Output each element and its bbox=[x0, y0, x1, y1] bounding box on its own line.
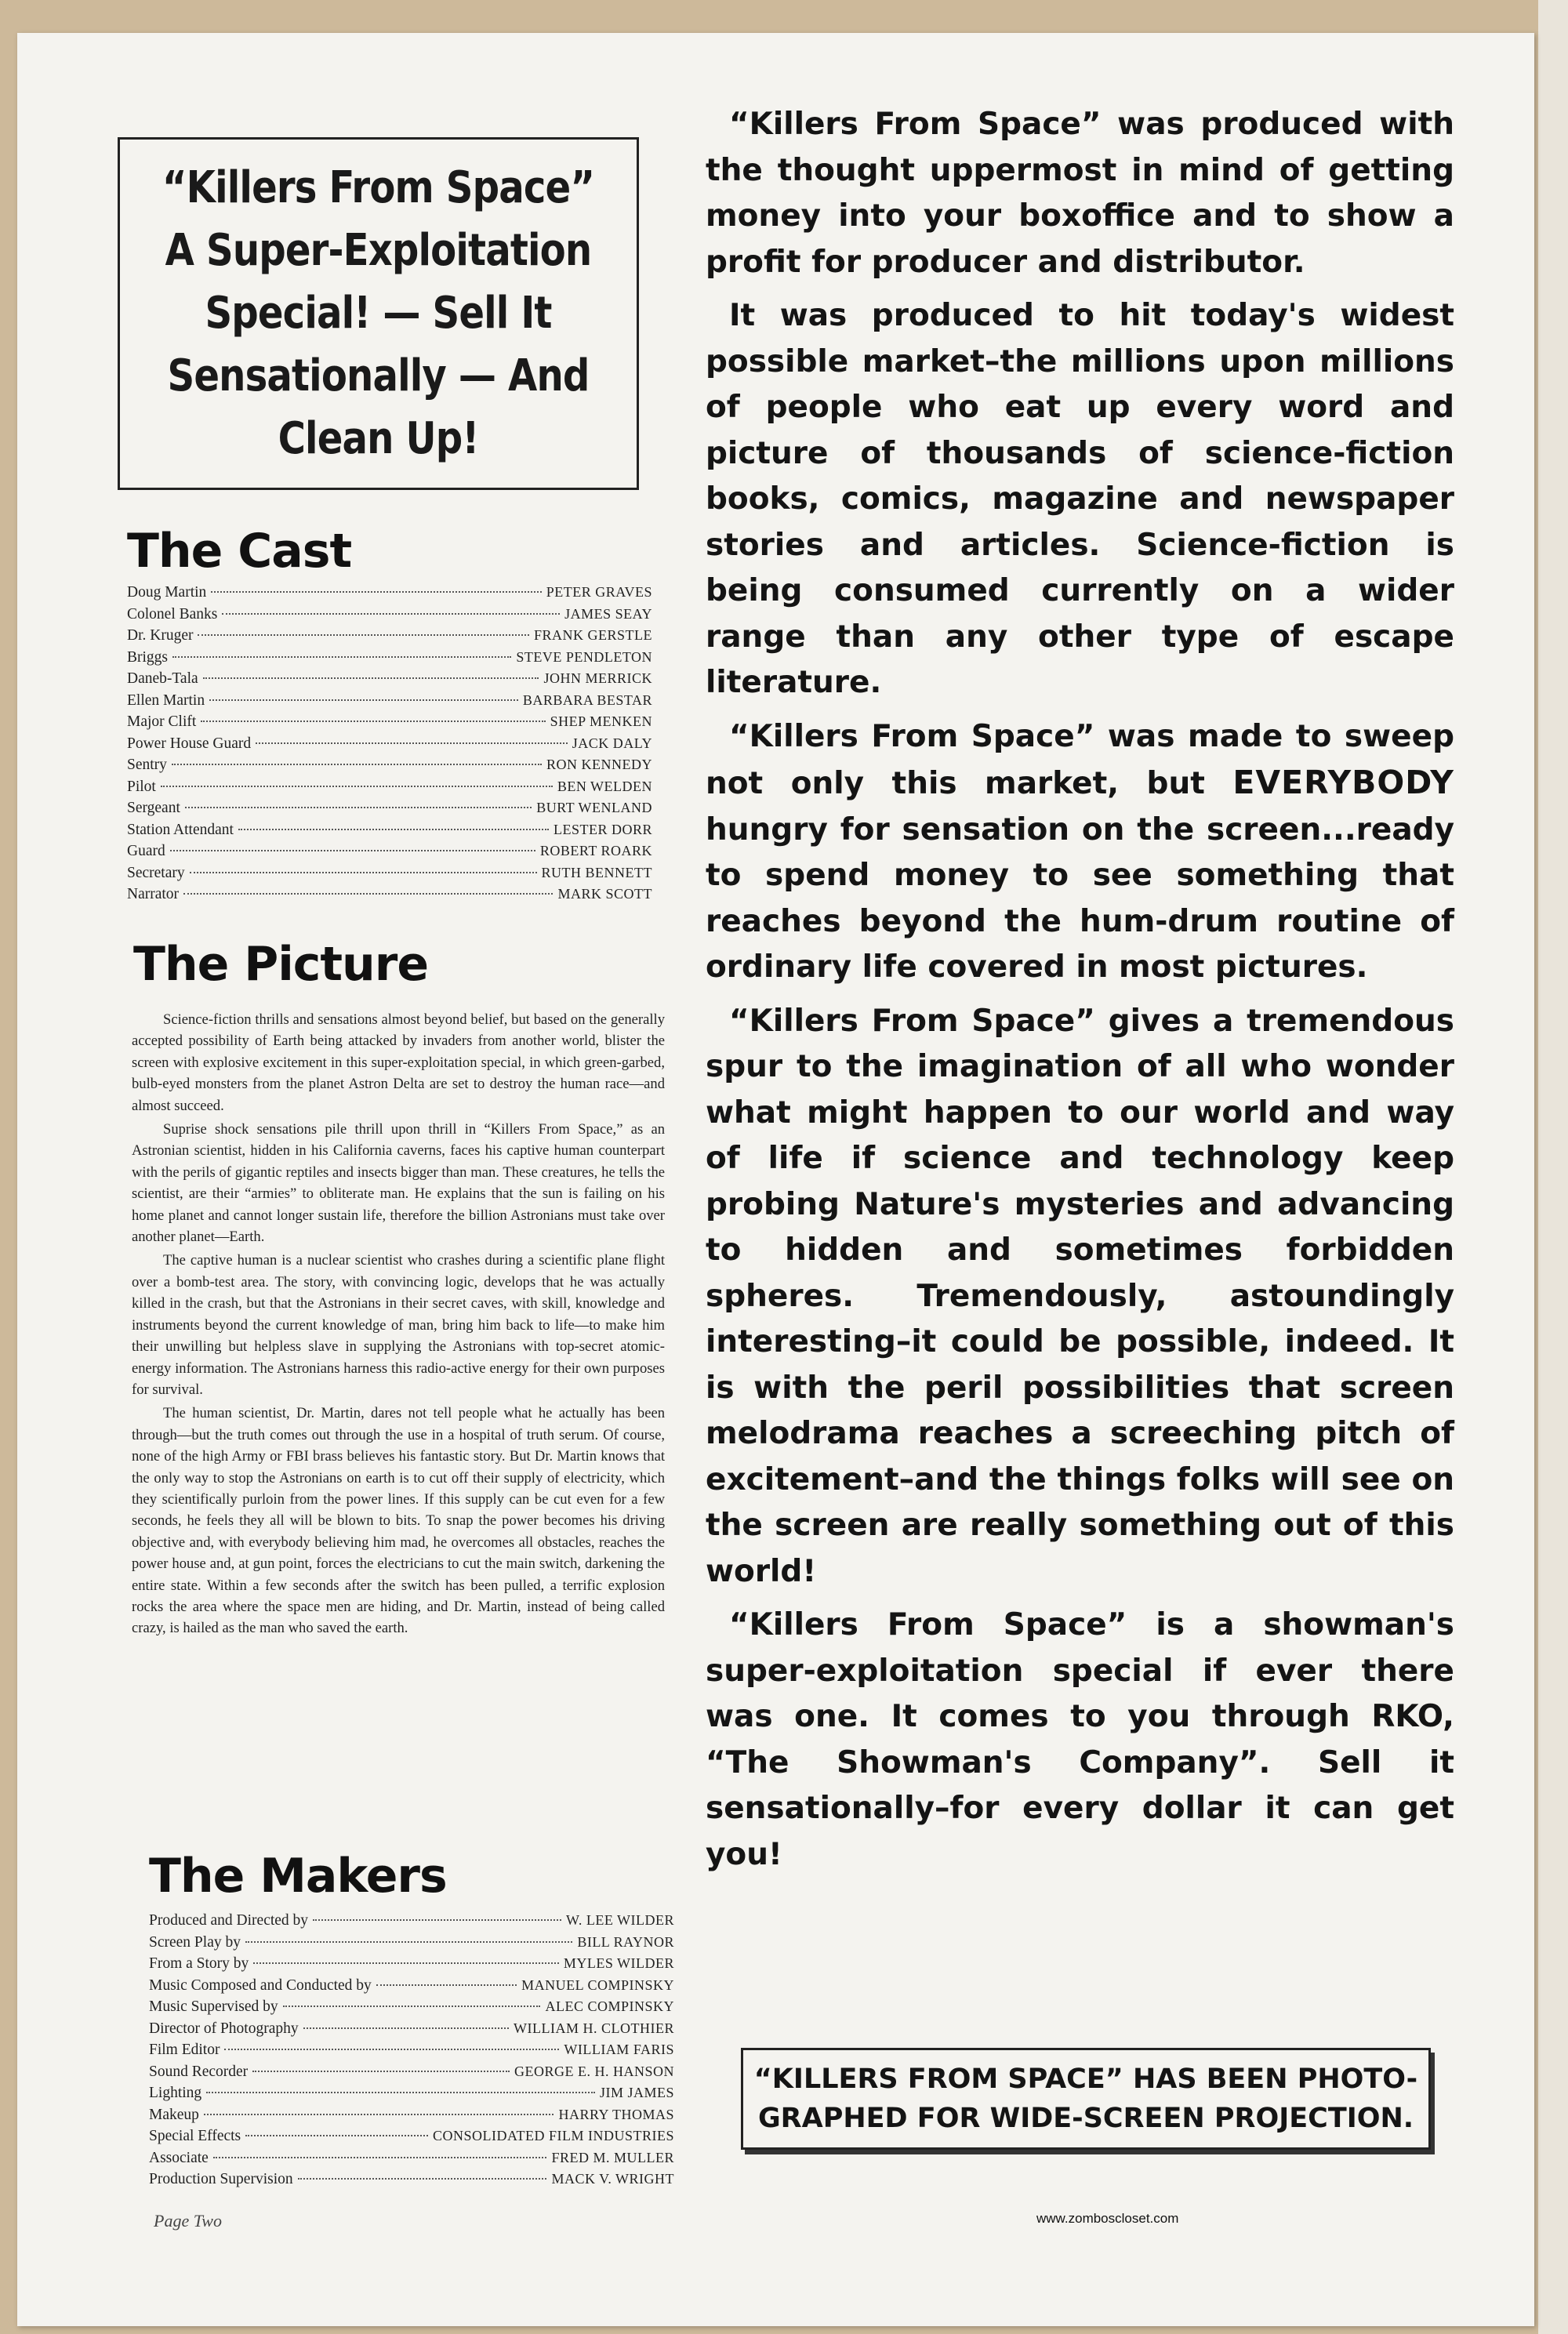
makers-list bbox=[149, 1910, 674, 2191]
credit-name: BEN WELDEN bbox=[557, 778, 652, 794]
dot-leader bbox=[204, 2114, 554, 2115]
credit-role: From a Story by bbox=[149, 1955, 249, 1972]
dot-leader bbox=[256, 742, 568, 744]
dot-leader bbox=[283, 2005, 541, 2007]
dot-leader bbox=[170, 850, 535, 851]
dot-leader bbox=[209, 699, 518, 701]
credit-role: Sentry bbox=[127, 757, 167, 773]
credit-role: Screen Play by bbox=[149, 1933, 241, 1951]
credit-name: CONSOLIDATED FILM INDUSTRIES bbox=[432, 2128, 674, 2143]
credit-role: Briggs bbox=[127, 648, 169, 666]
credit-role: Colonel Banks bbox=[127, 605, 218, 623]
credit-row bbox=[149, 2147, 674, 2169]
credit-role: Special Effects bbox=[149, 2128, 241, 2144]
dot-leader bbox=[245, 1941, 572, 1943]
widescreen-notice: “KILLERS FROM SPACE” HAS BEEN PHOTO- GRAPHED FOR WIDE-SCREEN PROJECTION. bbox=[741, 2048, 1431, 2150]
credit-name: JAMES SEAY bbox=[564, 605, 652, 622]
credit-row bbox=[149, 2061, 674, 2083]
credit-name: LESTER DORR bbox=[553, 821, 652, 837]
credit-name: MYLES WILDER bbox=[563, 1955, 674, 1971]
credit-row bbox=[127, 776, 652, 798]
credit-role: Produced and Directed by bbox=[149, 1912, 309, 1929]
synopsis-paragraph: The human scientist, Dr. Martin, dares not tell people what he actually has been through—but the truth comes out through the use in a hospital of truth serum. Of course, none of the high Army or FBI brass believes his fantastic story. But Dr. Martin knows that the only way to stop the Astronians on earth is to cut off their supply of electricity, which they scientifically purloin from the power lines. If this supply can be cut even for a few seconds, he feels they all will be blown to bits. To snap the power becomes his driving objective and, with everybody believing him mad, he overcomes all obstacles, reaches the power house and, at gun point, forces the electricians to cut the main switch, darkening the entire state. Within a few seconds after the switch has been pulled, a terrific explosion rocks the area where the space men are hiding, and Dr. Martin, instead of being called crazy, is hailed as the man who saved the earth. bbox=[132, 1405, 665, 1637]
credit-row bbox=[127, 819, 652, 841]
dot-leader bbox=[206, 2092, 595, 2093]
credit-row bbox=[127, 797, 652, 819]
credit-name: BURT WENLAND bbox=[536, 800, 652, 815]
credit-name: PETER GRAVES bbox=[546, 584, 652, 600]
credit-row bbox=[149, 1975, 674, 1997]
dot-leader bbox=[185, 807, 532, 808]
main-copy bbox=[706, 102, 1454, 1886]
credit-role: Power House Guard bbox=[127, 735, 252, 752]
credit-role: Ellen Martin bbox=[127, 691, 205, 709]
credit-name: ROBERT ROARK bbox=[539, 843, 652, 858]
credit-name: SHEP MENKEN bbox=[550, 713, 652, 729]
adjacent-page-edge bbox=[1538, 0, 1568, 2334]
makers-heading: The Makers bbox=[149, 1849, 447, 1904]
credit-row bbox=[127, 862, 652, 884]
credit-name: BARBARA BESTAR bbox=[522, 691, 652, 708]
copy-p3-end: hungry for sensation on the screen...ready to spend money to see something that reaches beyond the hum-drum routine of ordinary life covered in most pictures. bbox=[706, 811, 1454, 985]
credit-name: STEVE PENDLETON bbox=[516, 648, 652, 665]
credit-row bbox=[127, 604, 652, 626]
dot-leader bbox=[203, 677, 539, 679]
credit-name: MANUEL COMPINSKY bbox=[521, 1976, 674, 1993]
credit-role: Narrator bbox=[127, 886, 180, 902]
copy-p3-start: “Killers From Space” was made to sweep not only this market, but bbox=[706, 718, 1454, 801]
credit-role: Lighting bbox=[149, 2085, 202, 2101]
credit-name: ALEC COMPINSKY bbox=[545, 1998, 674, 2014]
credit-name: WILLIAM H. CLOTHIER bbox=[514, 2020, 674, 2036]
copy-paragraph-1: “Killers From Space” was produced with the thought uppermost in mind of getting money into your boxoffice and to show a profit for producer and distributor. bbox=[706, 107, 1454, 280]
dot-leader bbox=[198, 634, 529, 636]
credit-role: Daneb-Tala bbox=[127, 670, 198, 687]
credit-name: JACK DALY bbox=[572, 735, 652, 751]
credit-role: Makeup bbox=[149, 2106, 199, 2123]
credit-row bbox=[149, 1932, 674, 1954]
cast-list bbox=[127, 582, 652, 906]
promo-text: “Killers From Space” A Super-Exploitation Special! — Sell It Sensationally — And Clean Up! bbox=[162, 162, 595, 464]
copy-paragraph-3 bbox=[706, 714, 1454, 991]
dot-leader bbox=[313, 1919, 561, 1921]
copy-paragraph-4: “Killers From Space” gives a tremendous spur to the imagination of all who wonder what might happen to our world and way of life if science and technology keep probing Nature's mysteries and advancing to hidden and sometimes forbidden spheres. Tremendously, astoundingly interesting–it could be possible, indeed. It is with the peril possibilities that screen melodrama reaches a screeching pitch of excitement–and the things folks will see on the screen are really something out of this world! bbox=[706, 1003, 1454, 1589]
credit-row bbox=[127, 840, 652, 862]
credit-name: BILL RAYNOR bbox=[577, 1933, 674, 1950]
dot-leader bbox=[376, 1984, 517, 1986]
credit-row bbox=[149, 2018, 674, 2040]
credit-row bbox=[127, 884, 652, 906]
credit-role: Film Editor bbox=[149, 2042, 220, 2058]
credit-name: MACK V. WRIGHT bbox=[551, 2171, 674, 2187]
dot-leader bbox=[222, 613, 560, 615]
credit-row bbox=[127, 625, 652, 647]
dot-leader bbox=[161, 786, 553, 787]
credit-name: W. LEE WILDER bbox=[566, 1912, 674, 1928]
credit-role: Guard bbox=[127, 843, 165, 859]
credit-name: RUTH BENNETT bbox=[541, 864, 652, 880]
credit-row bbox=[149, 1996, 674, 2018]
dot-leader bbox=[253, 1962, 559, 1964]
dot-leader bbox=[252, 2071, 510, 2072]
credit-row bbox=[149, 2169, 674, 2191]
credit-row bbox=[149, 2125, 674, 2147]
credit-row bbox=[127, 711, 652, 733]
credit-name: HARRY THOMAS bbox=[558, 2106, 674, 2122]
credit-row bbox=[127, 647, 652, 669]
credit-name: FRED M. MULLER bbox=[551, 2149, 674, 2165]
credit-name: RON KENNEDY bbox=[546, 757, 652, 772]
synopsis-paragraph: Suprise shock sensations pile thrill upon thrill in “Killers From Space,” as an Astronian scientist, hidden in his California caverns, faces his captive human counterpart with the perils of gigantic reptiles and insects bigger than man. These creatures, he tells the scientist, are their “armies” to obliterate man. He explains that the sun is failing on his home planet and cannot longer sustain life, therefore the billion Astronians must take over another planet—Earth. bbox=[132, 1121, 665, 1246]
cast-heading: The Cast bbox=[127, 524, 352, 579]
credit-role: Associate bbox=[149, 2149, 209, 2166]
credit-row bbox=[127, 668, 652, 690]
credit-row bbox=[149, 1953, 674, 1975]
dot-leader bbox=[303, 2027, 509, 2029]
credit-role: Music Composed and Conducted by bbox=[149, 1976, 372, 1994]
credit-row bbox=[149, 2039, 674, 2061]
picture-synopsis bbox=[132, 1009, 665, 1642]
synopsis-paragraph: The captive human is a nuclear scientist who crashes during a scientific plane flight over a bomb-test area. The story, with convincing logic, develops that he was actually killed in the crash, but that the Astronians in their secret caves, with skill, knowledge and instruments beyond the current knowledge of man, bring him back to life—to make him their unwilling but helpless slave in supplying the Astronians with top-secret atomic-energy information. The Astronians harness this radio-active energy for their own purposes for survival. bbox=[132, 1252, 665, 1398]
dot-leader bbox=[201, 721, 545, 722]
dot-leader bbox=[172, 764, 542, 765]
credit-name: WILLIAM FARIS bbox=[564, 2042, 674, 2057]
credit-row bbox=[149, 2104, 674, 2126]
credit-role: Secretary bbox=[127, 864, 185, 881]
credit-role: Director of Photography bbox=[149, 2020, 299, 2037]
copy-paragraph-2: It was produced to hit today's widest possible market–the millions upon millions of people who eat up every word and picture of thousands of science-fiction books, comics, magazine and newspaper stories and articles. Science-fiction is being consumed currently on a wider range than any other type of escape literature. bbox=[706, 298, 1454, 700]
watermark-url: www.zomboscloset.com bbox=[1036, 2211, 1179, 2226]
credit-role: Pilot bbox=[127, 778, 156, 795]
credit-role: Dr. Kruger bbox=[127, 627, 194, 644]
credit-name: FRANK GERSTLE bbox=[533, 627, 652, 643]
credit-name: GEORGE E. H. HANSON bbox=[514, 2063, 674, 2079]
credit-role: Doug Martin bbox=[127, 584, 207, 601]
credit-row bbox=[149, 2082, 674, 2104]
dot-leader bbox=[224, 2049, 559, 2050]
credit-role: Sergeant bbox=[127, 800, 180, 816]
everybody-emphasis: EVERYBODY bbox=[1232, 764, 1454, 801]
picture-heading: The Picture bbox=[133, 937, 429, 992]
dot-leader bbox=[183, 893, 553, 895]
credit-name: JOHN MERRICK bbox=[543, 670, 652, 686]
dot-leader bbox=[298, 2178, 547, 2180]
credit-name: MARK SCOTT bbox=[557, 886, 652, 902]
copy-paragraph-5: “Killers From Space” is a showman's super-exploitation special if ever there was one. It comes to you through RKO, “The Showman's Company”. Sell it sensationally–for every dollar it can get you! bbox=[706, 1607, 1454, 1872]
credit-name: JIM JAMES bbox=[599, 2085, 674, 2100]
credit-role: Station Attendant bbox=[127, 821, 234, 838]
credit-row bbox=[127, 690, 652, 712]
credit-role: Sound Recorder bbox=[149, 2063, 249, 2080]
credit-row bbox=[127, 754, 652, 776]
dot-leader bbox=[238, 829, 549, 830]
credit-role: Major Clift bbox=[127, 713, 197, 730]
dot-leader bbox=[190, 872, 537, 873]
dot-leader bbox=[213, 2157, 547, 2158]
dot-leader bbox=[172, 656, 511, 658]
credit-role: Music Supervised by bbox=[149, 1998, 278, 2015]
credit-role: Production Supervision bbox=[149, 2171, 293, 2187]
dot-leader bbox=[211, 591, 542, 593]
dot-leader bbox=[245, 2135, 428, 2136]
promo-box bbox=[118, 137, 639, 490]
credit-row bbox=[127, 582, 652, 604]
synopsis-paragraph: Science-fiction thrills and sensations almost beyond belief, but based on the generally accepted possibility of Earth being attacked by invaders from another world, blister the screen with explosive excitement in this super-exploitation special, in which green-garbed, bulb-eyed monsters from the planet Astron Delta are set to destroy the human race—and almost succeed. bbox=[132, 1011, 665, 1114]
credit-row bbox=[149, 1910, 674, 1932]
page-number: Page Two bbox=[154, 2211, 222, 2231]
credit-row bbox=[127, 733, 652, 755]
